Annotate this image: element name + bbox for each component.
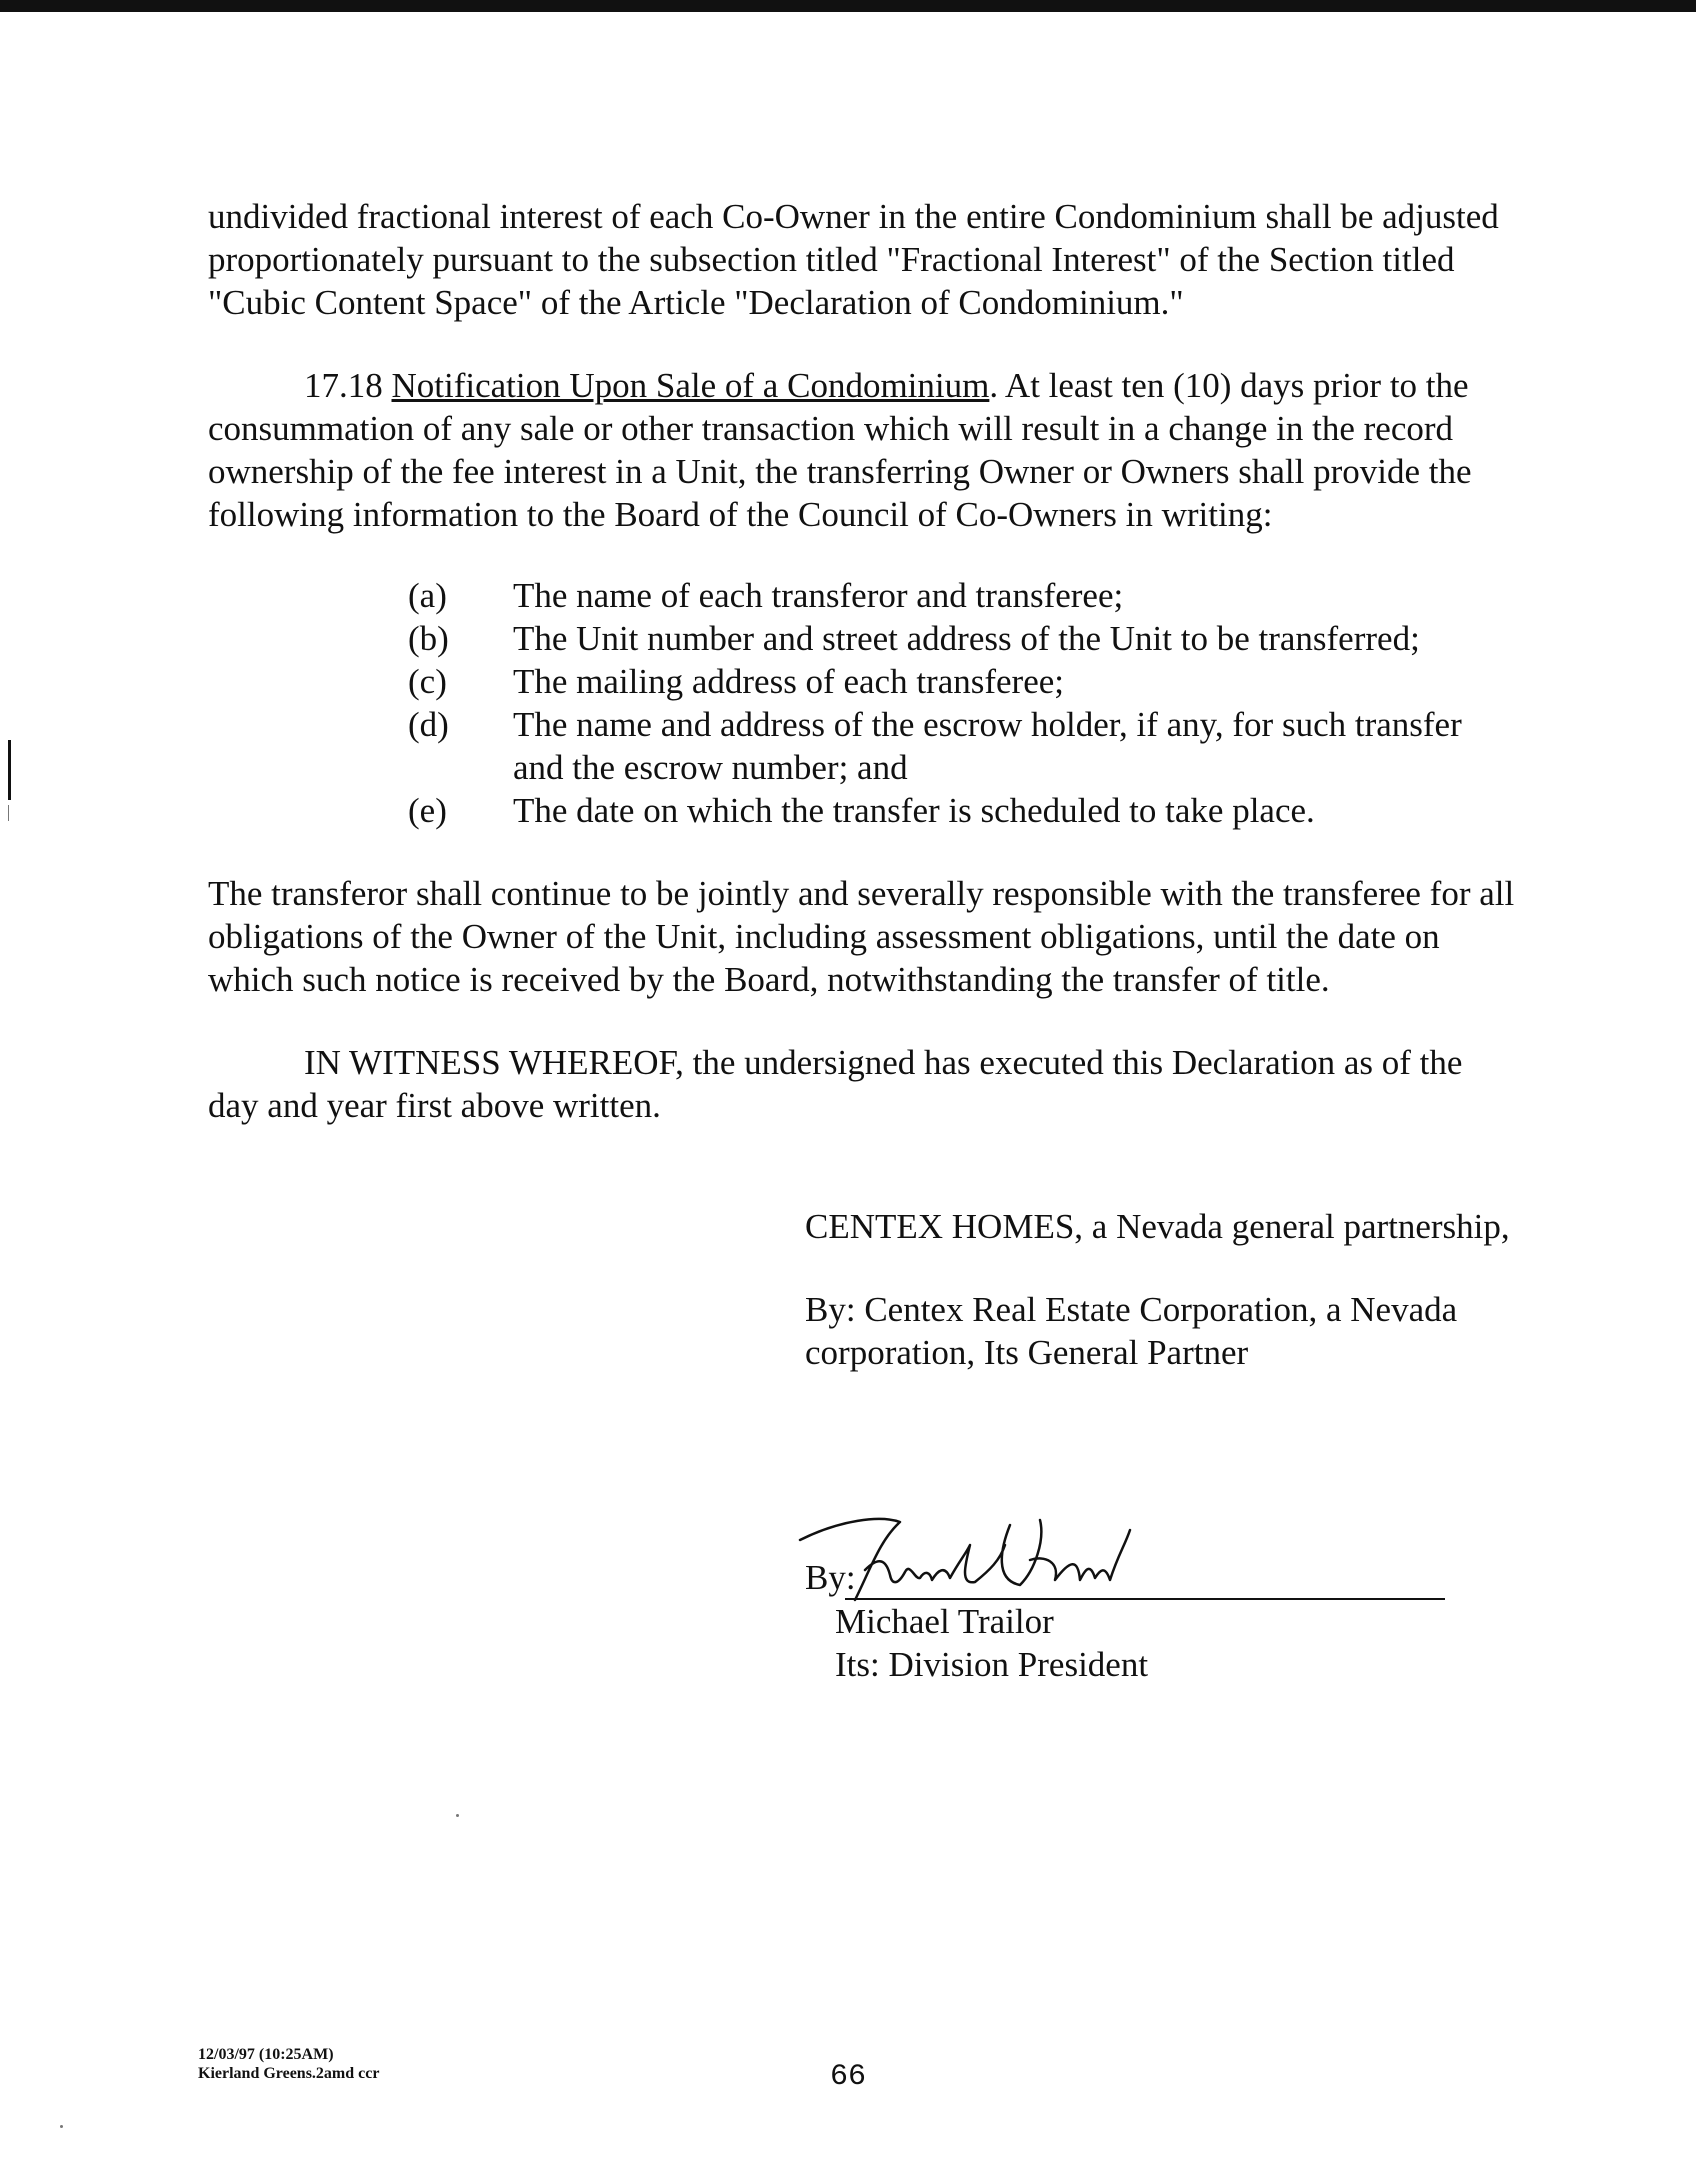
- list-item-label: (b): [408, 619, 449, 658]
- signatory-title: Its: Division President: [835, 1645, 1149, 1684]
- list-item-text: The name and address of the escrow holder, if any, for such transfer and the escrow number; and: [513, 705, 1462, 787]
- scan-top-border: [0, 0, 1696, 12]
- list-item-label: (e): [408, 791, 447, 830]
- list-item-label: (c): [408, 662, 447, 701]
- signature-by-label: By:: [805, 1558, 856, 1597]
- list-item: [208, 574, 1518, 617]
- scan-speck: [60, 2125, 63, 2128]
- list-item-text: The date on which the transfer is scheduled to take place.: [513, 791, 1315, 830]
- signature-block: [805, 1205, 1525, 1374]
- witness-paragraph: IN WITNESS WHEREOF, the undersigned has executed this Declaration as of the day and year first above written.: [208, 1043, 1463, 1125]
- closing-paragraph: The transferor shall continue to be jointly and severally responsible with the transferee for all obligations of the Owner of the Unit, including assessment obligations, until the date on which such notice is received by the Board, notwithstanding the transfer of title.: [208, 874, 1515, 999]
- list-item-label: (d): [408, 705, 449, 744]
- list-item: [208, 617, 1518, 660]
- section-heading: Notification Upon Sale of a Condominium: [391, 366, 990, 405]
- intro-paragraph: undivided fractional interest of each Co-Owner in the entire Condominium shall be adjusted proportionately pursuant to the subsection titled "Fractional Interest" of the Section titled "Cubic Content Space" of the Article "Declaration of Condominium.": [208, 197, 1499, 322]
- information-list: [208, 574, 1518, 832]
- signatory: [835, 1600, 1148, 1686]
- list-item: [208, 789, 1518, 832]
- footer-date: 12/03/97 (10:25AM): [198, 2046, 334, 2063]
- list-item-text: The Unit number and street address of the Unit to be transferred;: [513, 619, 1420, 658]
- page-number: 66: [830, 2060, 867, 2094]
- section-number: 17.18: [304, 366, 383, 405]
- document-body: [208, 195, 1518, 1127]
- list-item: [208, 703, 1518, 789]
- list-item-text: The name of each transferor and transferee;: [513, 576, 1124, 615]
- list-item-label: (a): [408, 576, 447, 615]
- list-item-text: The mailing address of each transferee;: [513, 662, 1064, 701]
- scan-edge-tick: [8, 805, 9, 821]
- footer-file-name: Kierland Greens.2amd ccr: [198, 2065, 380, 2082]
- section-paragraph: [208, 364, 1518, 536]
- section-body: At least ten (10) days prior to the consummation of any sale or other transaction which will result in a change in the record ownership of the fee interest in a Unit, the transferring Owner or Owners shall provide the following information to the Board of the Council of Co-Owners in writing:: [208, 366, 1472, 534]
- list-item: [208, 660, 1518, 703]
- company-name: CENTEX HOMES, a Nevada general partnership,: [805, 1207, 1510, 1246]
- section-heading-punct: .: [989, 366, 999, 405]
- signature-line-area: [805, 1500, 1445, 1684]
- scan-speck: [456, 1814, 459, 1817]
- footer-stamp: [198, 2045, 379, 2083]
- scan-edge-mark: [8, 740, 11, 800]
- by-line: By: Centex Real Estate Corporation, a Nevada corporation, Its General Partner: [805, 1290, 1458, 1372]
- signatory-name: Michael Trailor: [835, 1602, 1054, 1641]
